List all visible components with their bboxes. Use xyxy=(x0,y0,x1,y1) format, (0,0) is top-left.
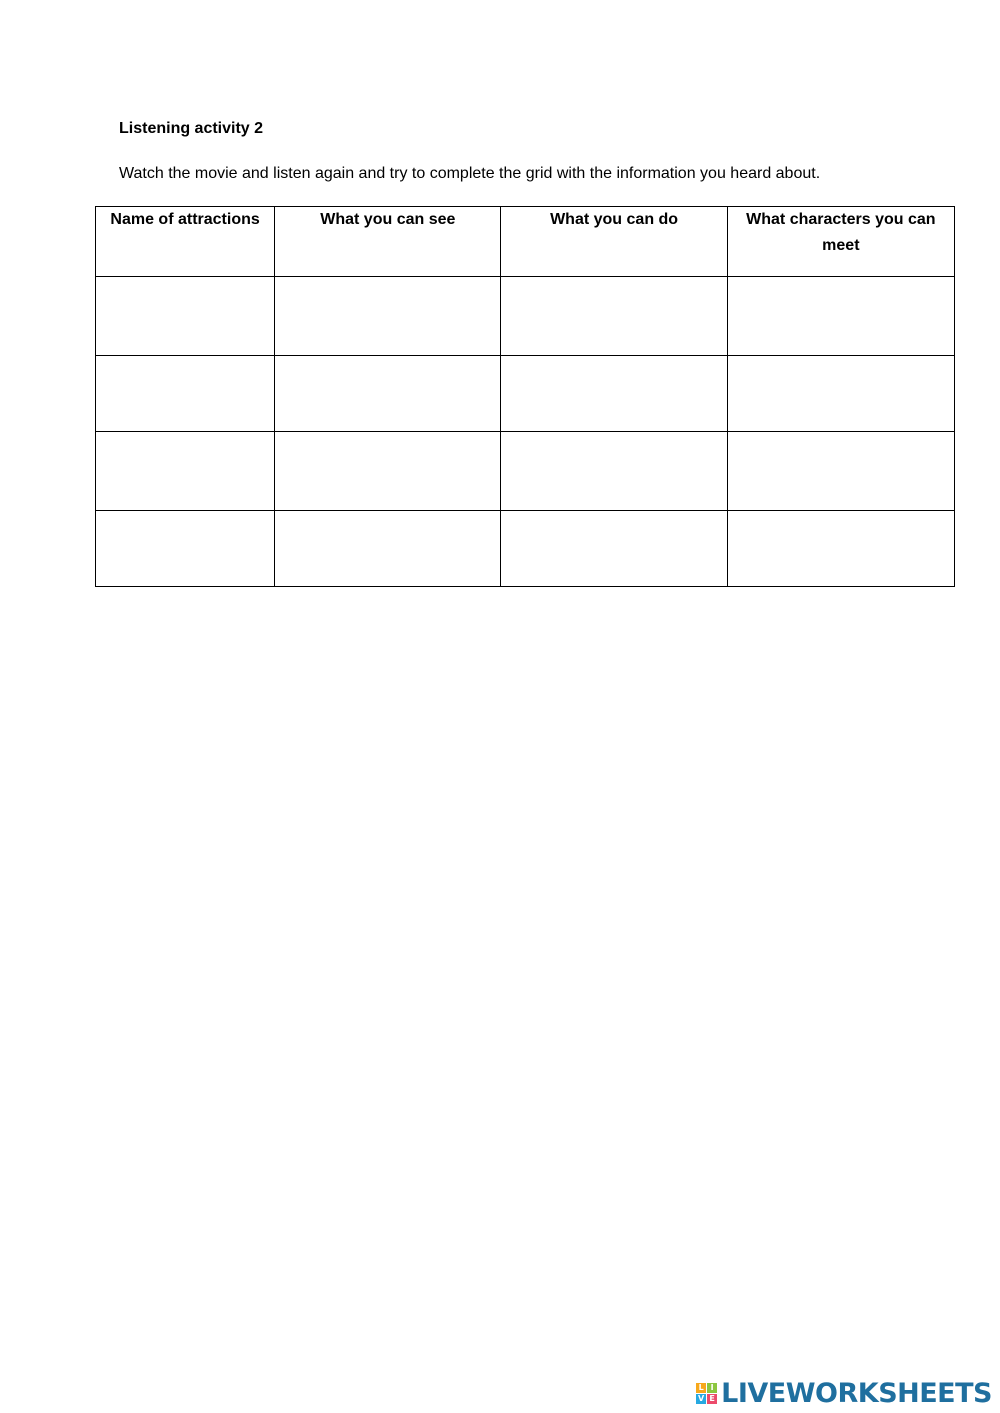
liveworksheets-brand xyxy=(696,1378,992,1409)
answer-field[interactable] xyxy=(96,356,274,381)
table-cell xyxy=(727,432,954,511)
table-row xyxy=(96,356,955,432)
table-row xyxy=(96,277,955,356)
table-cell xyxy=(275,432,501,511)
table-cell xyxy=(501,356,727,432)
table-cell xyxy=(727,356,954,432)
table-cell xyxy=(275,356,501,432)
table-row xyxy=(96,432,955,511)
answer-field[interactable] xyxy=(96,277,274,302)
answer-field[interactable] xyxy=(728,356,954,381)
logo-tile-e: E xyxy=(707,1394,717,1404)
answer-field[interactable] xyxy=(728,511,954,536)
answer-field[interactable] xyxy=(275,432,500,457)
header-row xyxy=(96,207,955,277)
answer-field[interactable] xyxy=(275,356,500,381)
table-cell xyxy=(501,277,727,356)
table-cell xyxy=(727,511,954,587)
table-cell xyxy=(96,277,275,356)
answer-field[interactable] xyxy=(275,277,500,302)
answer-field[interactable] xyxy=(96,432,274,457)
logo-tile-v: V xyxy=(698,1394,705,1403)
header-what-you-can-see: What you can see xyxy=(275,207,501,277)
table-cell xyxy=(727,277,954,356)
table-cell xyxy=(275,277,501,356)
instructions-text: Watch the movie and listen again and try to complete the grid with the information you heard about. xyxy=(119,165,821,182)
answer-field[interactable] xyxy=(96,511,274,536)
answer-grid xyxy=(95,206,955,587)
answer-field[interactable] xyxy=(501,277,726,302)
table-cell xyxy=(96,356,275,432)
answer-field[interactable] xyxy=(501,432,726,457)
answer-field[interactable] xyxy=(728,277,954,302)
header-what-you-can-do: What you can do xyxy=(501,207,727,277)
table-cell xyxy=(96,432,275,511)
answer-field[interactable] xyxy=(501,356,726,381)
table-cell xyxy=(96,511,275,587)
answer-field[interactable] xyxy=(275,511,500,536)
answer-field[interactable] xyxy=(728,432,954,457)
table-cell xyxy=(501,432,727,511)
answer-field[interactable] xyxy=(501,511,726,536)
table-cell xyxy=(275,511,501,587)
header-name-of-attractions: Name of attractions xyxy=(96,207,275,277)
table-cell xyxy=(501,511,727,587)
table-row xyxy=(96,511,955,587)
brand-name: LIVEWORKSHEETS xyxy=(721,1378,992,1409)
header-what-characters-you-can-meet: What characters you can meet xyxy=(727,207,954,277)
logo-tile-i: I xyxy=(707,1383,717,1393)
page-title: Listening activity 2 xyxy=(119,120,264,137)
logo-tile-l: L xyxy=(696,1383,706,1393)
liveworksheets-logo-icon xyxy=(696,1383,717,1404)
